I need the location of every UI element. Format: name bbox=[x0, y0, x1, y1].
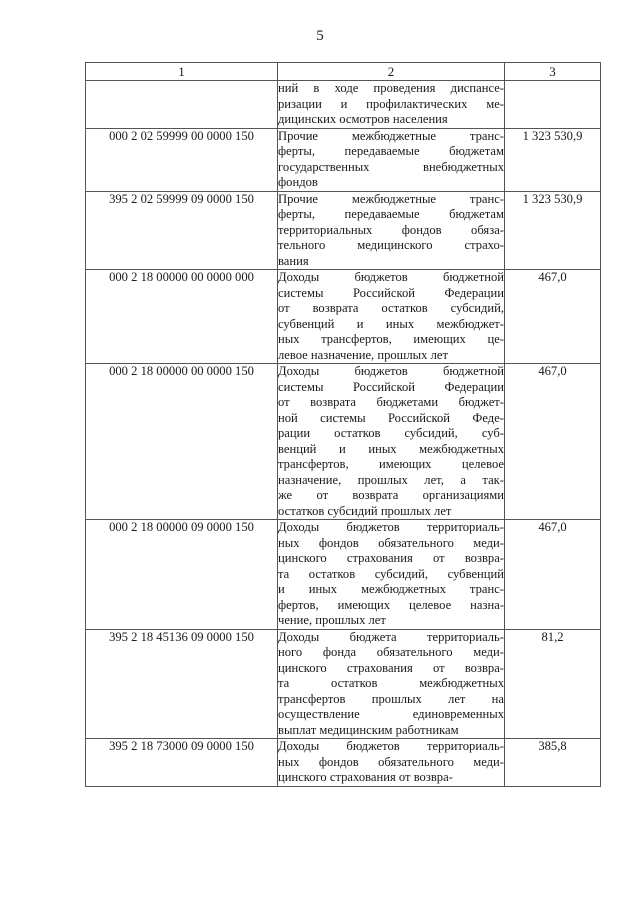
name-line: от возврата бюджетами бюджет- bbox=[278, 395, 504, 409]
name-line: системы Российской Федерации bbox=[278, 285, 504, 300]
amount-value: 385,8 bbox=[505, 739, 601, 787]
column-header-value: 3 bbox=[505, 63, 601, 81]
name-line: та остатков субсидий, субвенций bbox=[278, 566, 504, 581]
budget-code: 000 2 02 59999 00 0000 150 bbox=[86, 128, 278, 191]
name-line: левое назначение, прошлых лет bbox=[278, 347, 448, 362]
name-line: тельного медицинского страхо- bbox=[278, 238, 504, 252]
name-line: территориальных фондов обяза- bbox=[278, 222, 504, 237]
income-description bbox=[278, 364, 505, 520]
table-row bbox=[86, 520, 601, 630]
name-line: остатков субсидий прошлых лет bbox=[278, 503, 452, 518]
column-header-name: 2 bbox=[278, 63, 505, 81]
name-line: рации остатков субсидий, суб- bbox=[278, 426, 504, 440]
name-line: ризации и профилактических ме- bbox=[278, 96, 504, 111]
table-header-row bbox=[86, 63, 601, 81]
name-line: ных фондов обязательного меди- bbox=[278, 535, 504, 550]
name-line: субвенций и иных межбюджет- bbox=[278, 316, 504, 331]
table-row bbox=[86, 128, 601, 191]
table-row bbox=[86, 270, 601, 364]
name-line: ной системы Российской Феде- bbox=[278, 410, 504, 425]
budget-code: 000 2 18 00000 00 0000 000 bbox=[86, 270, 278, 364]
name-line: фертов, имеющих целевое назна- bbox=[278, 597, 504, 612]
name-line: осуществление единовременных bbox=[278, 707, 504, 721]
name-line: ных трансфертов, имеющих це- bbox=[278, 332, 504, 346]
income-description bbox=[278, 629, 505, 739]
name-line: трансфертов, имеющих целевое bbox=[278, 457, 504, 471]
name-line: вания bbox=[278, 253, 309, 268]
income-description bbox=[278, 128, 505, 191]
name-line: трансфертов прошлых лет на bbox=[278, 691, 504, 706]
name-line: Доходы бюджетов бюджетной bbox=[278, 364, 504, 378]
table-row bbox=[86, 364, 601, 520]
name-line: цинского страхования от возвра- bbox=[278, 551, 504, 565]
name-line: чение, прошлых лет bbox=[278, 613, 386, 627]
name-line: ферты, передаваемые бюджетам bbox=[278, 144, 504, 158]
name-line: Доходы бюджетов территориаль- bbox=[278, 520, 504, 534]
name-line: Доходы бюджетов бюджетной bbox=[278, 270, 504, 284]
page-number: 5 bbox=[316, 28, 324, 44]
budget-revenue-table bbox=[85, 62, 601, 787]
income-description bbox=[278, 739, 505, 787]
name-line: ных фондов обязательного меди- bbox=[278, 754, 504, 769]
name-line: ного фонда обязательного меди- bbox=[278, 645, 504, 659]
name-line: дицинских осмотров населения bbox=[278, 112, 448, 126]
table-row bbox=[86, 739, 601, 787]
column-header-code: 1 bbox=[86, 63, 278, 81]
income-description bbox=[278, 520, 505, 630]
budget-code: 395 2 18 73000 09 0000 150 bbox=[86, 739, 278, 787]
name-line: же от возврата организациями bbox=[278, 488, 504, 502]
income-description bbox=[278, 270, 505, 364]
amount-value: 467,0 bbox=[505, 364, 601, 520]
amount-value: 1 323 530,9 bbox=[505, 191, 601, 270]
name-line: цинского страхования от возвра- bbox=[278, 770, 453, 784]
name-line: от возврата остатков субсидий, bbox=[278, 301, 504, 315]
amount-value: 467,0 bbox=[505, 520, 601, 630]
name-cell bbox=[278, 81, 505, 129]
name-line: Прочие межбюджетные транс- bbox=[278, 191, 504, 206]
table-row bbox=[86, 191, 601, 270]
name-line: та остатков межбюджетных bbox=[278, 676, 504, 690]
name-line: государственных внебюджетных bbox=[278, 159, 504, 174]
budget-code: 395 2 02 59999 09 0000 150 bbox=[86, 191, 278, 270]
amount-value: 81,2 bbox=[505, 629, 601, 739]
income-description bbox=[278, 191, 505, 270]
table-row bbox=[86, 629, 601, 739]
budget-code: 000 2 18 00000 00 0000 150 bbox=[86, 364, 278, 520]
name-line: цинского страхования от возвра- bbox=[278, 660, 504, 675]
name-line: ферты, передаваемые бюджетам bbox=[278, 207, 504, 221]
budget-code: 000 2 18 00000 09 0000 150 bbox=[86, 520, 278, 630]
value-cell bbox=[505, 81, 601, 129]
name-line: Прочие межбюджетные транс- bbox=[278, 128, 504, 143]
name-line: системы Российской Федерации bbox=[278, 379, 504, 394]
name-line: и иных межбюджетных транс- bbox=[278, 582, 504, 596]
name-line: ний в ходе проведения диспансе- bbox=[278, 81, 504, 95]
name-line: венций и иных межбюджетных bbox=[278, 441, 504, 456]
name-line: фондов bbox=[278, 175, 318, 189]
name-line: выплат медицинским работникам bbox=[278, 722, 459, 737]
name-line: назначение, прошлых лет, а так- bbox=[278, 472, 504, 487]
budget-code: 395 2 18 45136 09 0000 150 bbox=[86, 629, 278, 739]
table-row-continuation bbox=[86, 81, 601, 129]
amount-value: 1 323 530,9 bbox=[505, 128, 601, 191]
name-line: Доходы бюджетов территориаль- bbox=[278, 739, 504, 753]
name-line: Доходы бюджета территориаль- bbox=[278, 629, 504, 644]
amount-value: 467,0 bbox=[505, 270, 601, 364]
code-cell bbox=[86, 81, 278, 129]
